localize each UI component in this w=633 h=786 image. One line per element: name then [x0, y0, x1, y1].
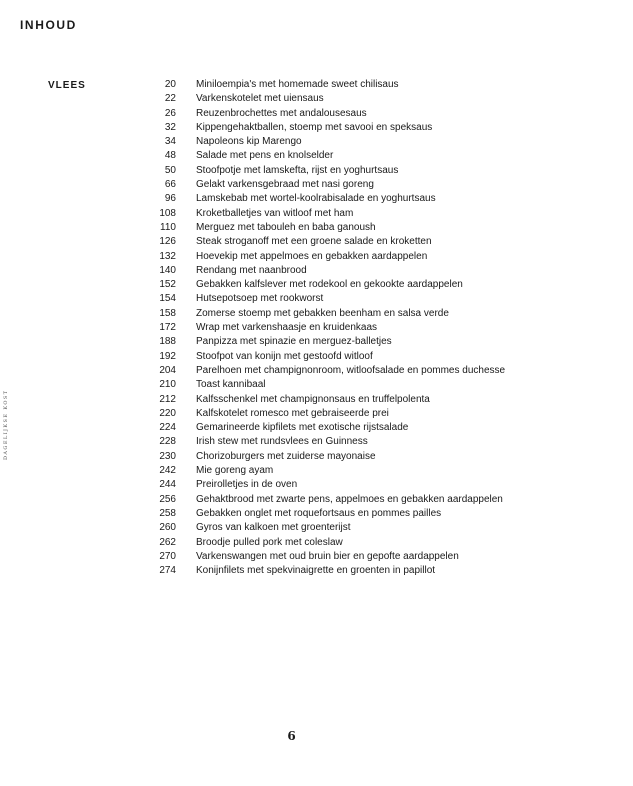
toc-entry[interactable] — [0, 149, 633, 163]
toc-entry-title: Zomerse stoemp met gebakken beenham en salsa verde — [196, 307, 449, 319]
section-label: VLEES — [48, 80, 86, 91]
toc-entry-page: 26 — [164, 107, 176, 119]
toc-entry-page: 192 — [159, 350, 176, 362]
toc-entry-title: Mie goreng ayam — [196, 465, 274, 477]
toc-entry-page: 262 — [159, 536, 176, 548]
toc-entry-title: Preirolletjes in de oven — [196, 479, 298, 491]
toc-entry-title: Rendang met naanbrood — [196, 264, 307, 276]
toc-entry[interactable] — [0, 407, 633, 421]
toc-entry[interactable] — [0, 207, 633, 221]
toc-entry[interactable] — [0, 221, 633, 235]
toc-entry-title: Miniloempia's met homemade sweet chilisaus — [196, 79, 399, 90]
toc-entry-title: Irish stew met rundsvlees en Guinness — [196, 436, 368, 448]
toc-entry[interactable] — [0, 478, 633, 492]
toc-entry-title: Chorizoburgers met zuiderse mayonaise — [196, 450, 376, 462]
toc-entry[interactable] — [0, 493, 633, 507]
toc-entry-title: Kippengehaktballen, stoemp met savooi en speksaus — [196, 121, 433, 133]
toc-entry[interactable] — [0, 393, 633, 407]
toc-entry-page: 50 — [164, 164, 176, 176]
toc-entry[interactable] — [0, 564, 633, 578]
toc-entry[interactable] — [0, 164, 633, 178]
toc-entry[interactable] — [0, 78, 633, 92]
toc-entry-page: 158 — [159, 307, 176, 319]
toc-entry-page: 228 — [159, 436, 176, 448]
toc-entry-page: 126 — [159, 236, 176, 248]
toc-entry-page: 154 — [159, 293, 176, 305]
toc-entry-page: 48 — [164, 150, 176, 162]
toc-entry[interactable] — [0, 92, 633, 106]
toc-entry[interactable] — [0, 364, 633, 378]
toc-entry[interactable] — [0, 536, 633, 550]
toc-entry-page: 132 — [159, 250, 176, 262]
toc-entry-title: Varkenskotelet met uiensaus — [196, 93, 324, 105]
toc-entry-page: 270 — [159, 550, 176, 562]
toc-entry[interactable] — [0, 107, 633, 121]
toc-entry-title: Varkenswangen met oud bruin bier en gepofte aardappelen — [196, 550, 459, 562]
toc-entry-page: 140 — [159, 264, 176, 276]
toc-entry[interactable] — [0, 550, 633, 564]
toc-entry-page: 258 — [159, 507, 176, 519]
toc-entry-title: Stoofpotje met lamskefta, rijst en yoghurtsaus — [196, 164, 399, 176]
toc-entry-page: 34 — [164, 136, 176, 148]
toc-entry[interactable] — [0, 235, 633, 249]
toc-list — [0, 78, 633, 578]
toc-entry-title: Wrap met varkenshaasje en kruidenkaas — [196, 322, 378, 334]
toc-entry-page: 96 — [164, 193, 176, 205]
side-running-label: DAGELIJKSE KOST — [3, 389, 9, 460]
toc-entry-page: 172 — [159, 322, 176, 334]
toc-entry-page: 224 — [159, 422, 176, 434]
toc-entry[interactable] — [0, 464, 633, 478]
toc-entry-title: Salade met pens en knolselder — [196, 150, 334, 162]
toc-entry-page: 242 — [159, 465, 176, 477]
toc-entry-title: Gelakt varkensgebraad met nasi goreng — [196, 179, 374, 191]
toc-entry[interactable] — [0, 450, 633, 464]
toc-entry[interactable] — [0, 421, 633, 435]
toc-entry[interactable] — [0, 264, 633, 278]
toc-entry-title: Steak stroganoff met een groene salade en kroketten — [196, 236, 432, 248]
toc-entry-title: Napoleons kip Marengo — [196, 136, 302, 148]
toc-entry-title: Parelhoen met champignonroom, witloofsalade en pommes duchesse — [196, 364, 506, 376]
toc-entry-page: 256 — [159, 493, 176, 505]
toc-entry-title: Gebakken kalfslever met rodekool en gekookte aardappelen — [196, 279, 463, 291]
toc-entry-title: Kroketballetjes van witloof met ham — [196, 207, 354, 219]
toc-entry[interactable] — [0, 250, 633, 264]
toc-entry[interactable] — [0, 321, 633, 335]
toc-entry-title: Hoevekip met appelmoes en gebakken aardappelen — [196, 250, 428, 262]
page-number: 6 — [287, 729, 296, 743]
toc-entry-page: 66 — [164, 179, 176, 191]
toc-entry-page: 110 — [160, 221, 176, 233]
toc-entry[interactable] — [0, 192, 633, 206]
toc-entry[interactable] — [0, 507, 633, 521]
toc-entry-page: 212 — [159, 393, 176, 405]
toc-entry-page: 32 — [164, 121, 176, 133]
toc-entry[interactable] — [0, 278, 633, 292]
toc-entry[interactable] — [0, 307, 633, 321]
toc-entry[interactable] — [0, 121, 633, 135]
toc-entry-title: Kalfskotelet romesco met gebraiseerde prei — [196, 407, 389, 419]
toc-entry-page: 152 — [159, 279, 176, 291]
toc-entry-page: 20 — [164, 79, 176, 90]
toc-entry-page: 204 — [159, 364, 176, 376]
toc-entry[interactable] — [0, 350, 633, 364]
toc-entry-title: Stoofpot van konijn met gestoofd witloof — [196, 350, 373, 362]
toc-entry-page: 108 — [159, 207, 176, 219]
toc-entry-title: Gyros van kalkoen met groenterijst — [196, 522, 351, 534]
toc-entry-title: Gemarineerde kipfilets met exotische rijstsalade — [196, 422, 409, 434]
toc-entry-title: Reuzenbrochettes met andalousesaus — [196, 107, 367, 119]
toc-entry-page: 274 — [159, 565, 176, 577]
toc-entry-page: 230 — [159, 450, 176, 462]
toc-entry-title: Panpizza met spinazie en merguez-balletjes — [196, 336, 392, 348]
toc-entry-page: 244 — [159, 479, 176, 491]
toc-entry-title: Toast kannibaal — [196, 379, 266, 391]
toc-entry-page: 260 — [159, 522, 176, 534]
toc-entry-title: Broodje pulled pork met coleslaw — [196, 536, 343, 548]
toc-entry[interactable] — [0, 292, 633, 306]
toc-entry-title: Gehaktbrood met zwarte pens, appelmoes en gebakken aardappelen — [196, 493, 503, 505]
toc-entry[interactable] — [0, 135, 633, 149]
page-title: INHOUD — [20, 18, 77, 32]
toc-entry-title: Kalfsschenkel met champignonsaus en truffelpolenta — [196, 393, 430, 405]
toc-entry[interactable] — [0, 521, 633, 535]
toc-entry-title: Merguez met tabouleh en baba ganoush — [196, 221, 376, 233]
toc-entry[interactable] — [0, 378, 633, 392]
toc-entry-title: Konijnfilets met spekvinaigrette en groenten in papillot — [196, 565, 436, 577]
toc-entry[interactable] — [0, 435, 633, 449]
toc-entry-title: Hutsepotsoep met rookworst — [196, 293, 324, 305]
toc-entry-title: Gebakken onglet met roquefortsaus en pommes pailles — [196, 507, 442, 519]
toc-entry-page: 22 — [164, 93, 176, 105]
toc-entry-page: 210 — [159, 379, 176, 391]
toc-entry[interactable] — [0, 178, 633, 192]
toc-entry[interactable] — [0, 335, 633, 349]
toc-entry-title: Lamskebab met wortel-koolrabisalade en yoghurtsaus — [196, 193, 436, 205]
toc-entry-page: 220 — [159, 407, 176, 419]
toc-entry-page: 188 — [159, 336, 176, 348]
